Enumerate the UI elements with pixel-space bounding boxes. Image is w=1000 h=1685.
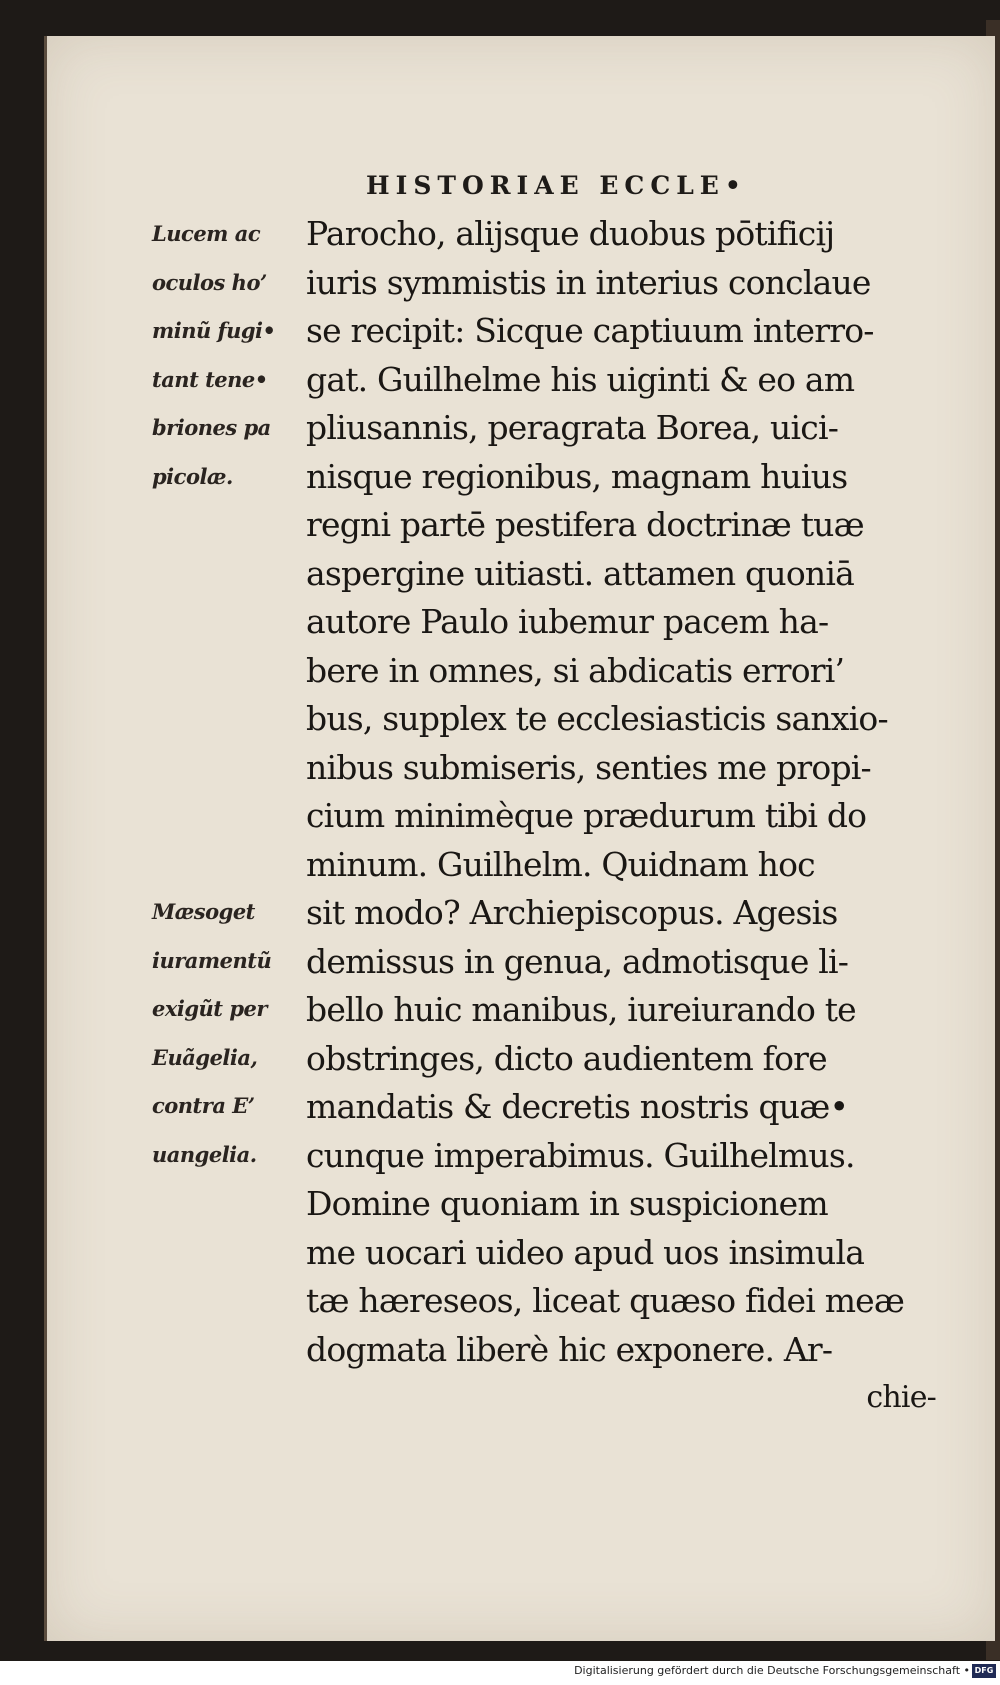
text-line: bello huic manibus, iureiurando te xyxy=(306,990,856,1029)
running-header: HISTORIAE ECCLE• xyxy=(366,171,747,200)
margin-note-line: picolæ. xyxy=(152,463,233,489)
text-line: dogmata liberè hic exponere. Ar- xyxy=(306,1329,833,1369)
margin-note-line: briones pa xyxy=(152,415,271,440)
text-line: gat. Guilhelme his uiginti & eo am xyxy=(306,359,855,399)
margin-note-maesogetes xyxy=(152,888,271,1179)
text-line: Domine quoniam in suspicionem xyxy=(306,1184,828,1223)
text-line: pliusannis, peragrata Borea, uici- xyxy=(306,408,839,447)
text-line: aspergine uitiasti. attamen quoniā xyxy=(306,553,854,593)
text-line: minum. Guilhelm. Quidnam hoc xyxy=(306,844,815,884)
text-line: cunque imperabimus. Guilhelmus. xyxy=(306,1135,855,1175)
text-line: mandatis & decretis nostris quæ• xyxy=(306,1087,849,1126)
margin-note-line: uangelia. xyxy=(152,1141,257,1167)
text-line: tæ hæreseos, liceat quæso fidei meæ xyxy=(306,1281,905,1320)
margin-note-line: tant tene• xyxy=(152,366,268,392)
text-line: sit modo? Archiepiscopus. Agesis xyxy=(306,893,838,932)
text-line: bere in omnes, si abdicatis errori’ xyxy=(306,650,845,690)
text-line: obstringes, dicto audientem fore xyxy=(306,1038,827,1078)
text-line: nibus submiseris, senties me propi- xyxy=(306,747,871,787)
text-line: iuris symmistis in interius conclaue xyxy=(306,262,871,302)
margin-note-line: contra E’ xyxy=(152,1093,255,1118)
text-line: se recipit: Sicque captiuum interro- xyxy=(306,311,874,350)
body-text xyxy=(306,210,956,1423)
dfg-logo: DFG xyxy=(972,1664,996,1678)
text-line: Parocho, alijsque duobus pōtificĳ xyxy=(306,214,833,253)
text-line: demissus in genua, admotisque li- xyxy=(306,941,849,981)
margin-note-lucem xyxy=(152,210,275,501)
catchword: chie- xyxy=(866,1380,936,1415)
margin-note-line: Lucem ac xyxy=(152,221,261,246)
footer-credit: Digitalisierung gefördert durch die Deutsche Forschungsgemeinschaft • xyxy=(574,1664,970,1677)
text-line: nisque regionibus, magnam huius xyxy=(306,456,848,496)
margin-note-line: exigũt per xyxy=(152,996,267,1021)
margin-note-line: Mæsoget xyxy=(152,899,255,924)
text-line: cium minimèque prædurum tibi do xyxy=(306,796,867,835)
text-line: me uocari uideo apud uos insimula xyxy=(306,1232,865,1272)
margin-note-line: iuramentũ xyxy=(152,947,272,973)
margin-note-line: Euãgelia, xyxy=(152,1044,258,1070)
margin-note-line: oculos ho’ xyxy=(152,269,267,295)
margin-note-line: minũ fugi• xyxy=(152,318,276,343)
text-line: autore Paulo iubemur pacem ha- xyxy=(306,602,829,641)
text-line: regni partē pestifera doctrinæ tuæ xyxy=(306,505,864,544)
text-line: bus, supplex te ecclesiasticis sanxio- xyxy=(306,699,888,738)
